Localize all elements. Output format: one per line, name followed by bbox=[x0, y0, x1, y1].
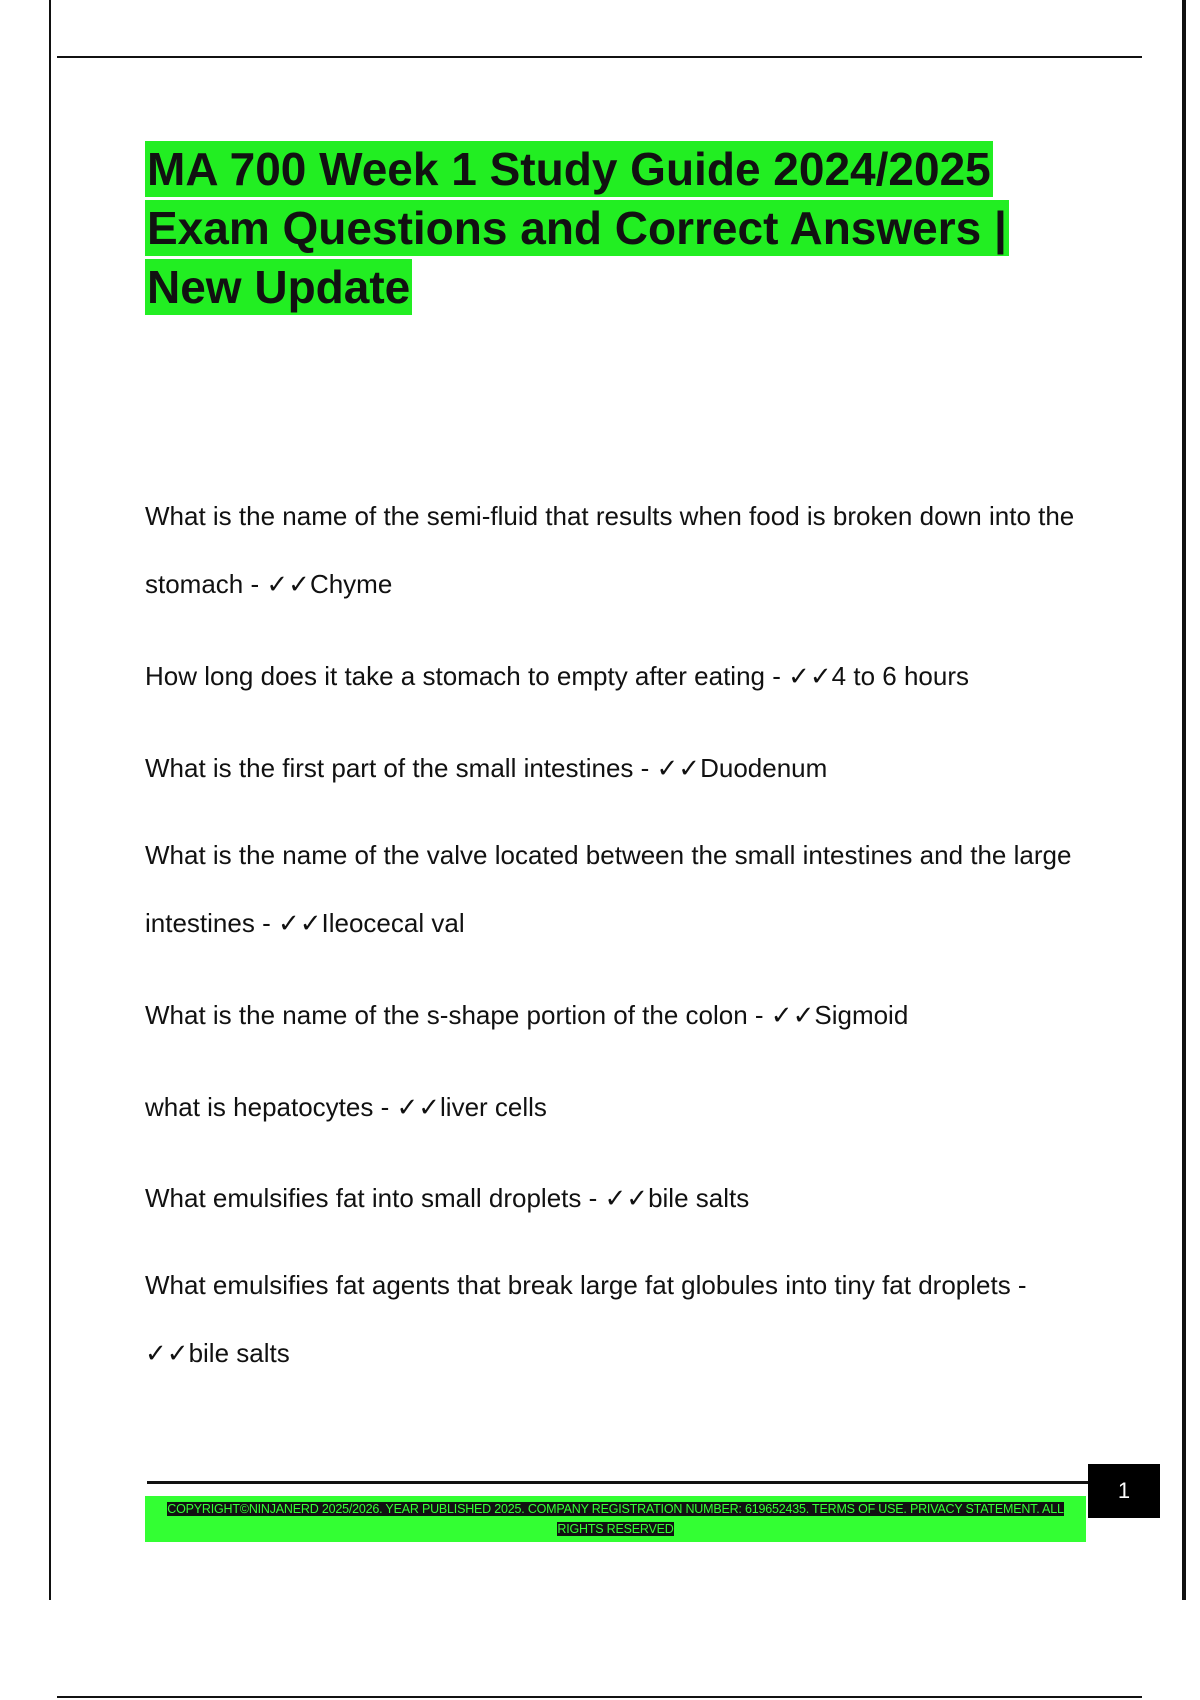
qa-item-5: What is the name of the s-shape portion of the colon - ✓✓Sigmoid bbox=[145, 1000, 909, 1030]
page-border-left bbox=[49, 0, 51, 1600]
header-rule bbox=[57, 56, 1142, 58]
next-page-rule bbox=[57, 1696, 1142, 1698]
page-border-right bbox=[1182, 0, 1186, 1600]
footer-rule bbox=[147, 1481, 1090, 1484]
page-number: 1 bbox=[1088, 1464, 1160, 1518]
qa-item-8: What emulsifies fat agents that break large fat globules into tiny fat droplets - ✓✓bile salts bbox=[145, 1270, 1027, 1368]
qa-item-4: What is the name of the valve located between the small intestines and the large intestines - ✓✓Ileocecal val bbox=[145, 840, 1072, 938]
footer-copyright-band bbox=[145, 1496, 1086, 1542]
qa-item-7: What emulsifies fat into small droplets - ✓✓bile salts bbox=[145, 1183, 750, 1213]
document-title bbox=[145, 140, 1105, 317]
qa-item-3: What is the first part of the small intestines - ✓✓Duodenum bbox=[145, 753, 828, 783]
footer-copyright-text: COPYRIGHT©NINJANERD 2025/2026. YEAR PUBLISHED 2025. COMPANY REGISTRATION NUMBER: 619652435. TERMS OF USE. PRIVACY STATEMENT. ALL RIGHTS RESERVED bbox=[167, 1502, 1064, 1536]
qa-item-6: what is hepatocytes - ✓✓liver cells bbox=[145, 1092, 547, 1122]
qa-item-2: How long does it take a stomach to empty after eating - ✓✓4 to 6 hours bbox=[145, 661, 969, 691]
qa-item-1: What is the name of the semi-fluid that results when food is broken down into the stomach - ✓✓Chyme bbox=[145, 501, 1075, 599]
document-title-text: MA 700 Week 1 Study Guide 2024/2025 Exam Questions and Correct Answers | New Update bbox=[147, 143, 1007, 313]
